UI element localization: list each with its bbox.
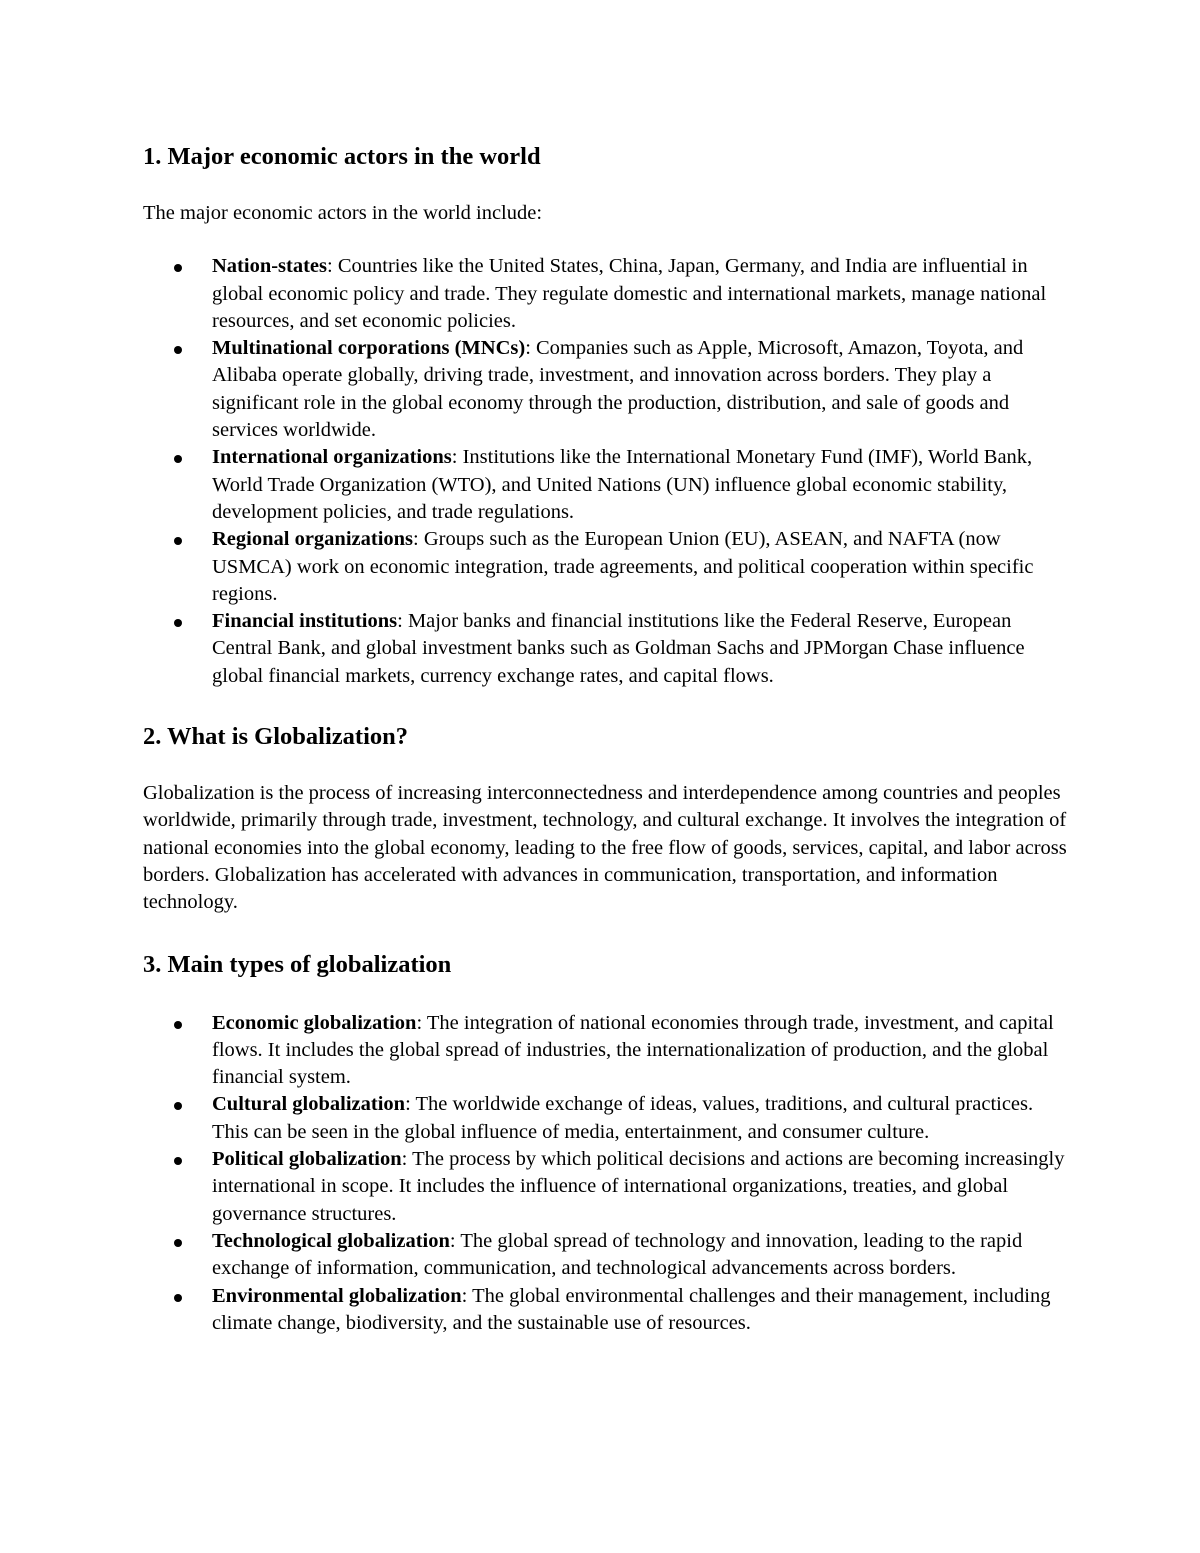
list-item-term: International organizations [212, 446, 452, 469]
bullet-icon [174, 1239, 182, 1247]
economic-actors-list [143, 253, 1068, 690]
list-item-text: : The process by which political decisions and actions are becoming increasingly international in scope. It includes the influence of international organizations, treaties, and global governance structures. [212, 1148, 1065, 1225]
section-1-intro: The major economic actors in the world include: [143, 202, 543, 224]
globalization-types-list [143, 1010, 1068, 1338]
section-1-heading: 1. Major economic actors in the world [143, 143, 541, 170]
list-item-text: : Countries like the United States, China, Japan, Germany, and India are influential in global economic policy and trade. They regulate domestic and international markets, manage national resources, and set economic policies. [212, 255, 1047, 332]
list-item [143, 1010, 1068, 1092]
list-item-term: Political globalization [212, 1148, 402, 1171]
bullet-icon [174, 537, 182, 545]
list-item-term: Economic globalization [212, 1011, 417, 1034]
list-item [143, 1228, 1068, 1283]
list-item [143, 526, 1068, 608]
section-2-paragraph: Globalization is the process of increasing interconnectedness and interdependence among countries and peoples worldwide, primarily through trade, investment, technology, and cultural exchange. It involves the integration of national economies into the global economy, leading to the free flow of goods, services, capital, and labor across borders. Globalization has accelerated with advances in communication, transportation, and information technology. [143, 782, 1067, 914]
bullet-icon [174, 346, 182, 354]
section-2-heading: 2. What is Globalization? [143, 723, 409, 751]
bullet-icon [174, 1102, 182, 1110]
list-item [143, 1283, 1068, 1338]
list-item-text: : The global spread of technology and innovation, leading to the rapid exchange of information, communication, and technological advancements across borders. [212, 1229, 1023, 1280]
list-item-text: : Major banks and financial institutions like the Federal Reserve, European Central Bank, and global investment banks such as Goldman Sachs and JPMorgan Chase influence global financial markets, currency exchange rates, and capital flows. [212, 610, 1025, 687]
list-item-text: : The global environmental challenges and their management, including climate change, biodiversity, and the sustainable use of resources. [212, 1284, 1051, 1334]
bullet-icon [174, 264, 182, 272]
list-item-text: : The integration of national economies through trade, investment, and capital flows. It includes the global spread of industries, the internationalization of production, and the global financial system. [212, 1011, 1054, 1089]
bullet-icon [174, 619, 182, 627]
list-item-text: : Groups such as the European Union (EU), ASEAN, and NAFTA (now USMCA) work on economic integration, trade agreements, and political cooperation within specific regions. [212, 528, 1034, 605]
list-item-term: Nation-states [212, 255, 328, 278]
bullet-icon [174, 1157, 182, 1165]
section-3-heading: 3. Main types of globalization [143, 950, 452, 978]
bullet-icon [174, 1021, 182, 1029]
list-item [143, 444, 1068, 526]
bullet-icon [174, 1294, 182, 1302]
list-item-term: Environmental globalization [212, 1284, 462, 1307]
list-item [143, 253, 1068, 335]
list-item-text: : Institutions like the International Monetary Fund (IMF), World Bank, World Trade Organization (WTO), and United Nations (UN) influence global economic stability, development policies, and trade regulations. [212, 446, 1033, 523]
list-item [143, 1091, 1068, 1146]
list-item [143, 335, 1068, 444]
list-item-term: Multinational corporations (MNCs) [212, 337, 526, 360]
list-item [143, 608, 1068, 690]
list-item-term: Technological globalization [212, 1229, 450, 1252]
document-content [143, 140, 1068, 1337]
list-item-term: Financial institutions [212, 610, 398, 633]
list-item-text: : The worldwide exchange of ideas, values, traditions, and cultural practices. This can be seen in the global influence of media, entertainment, and consumer culture. [212, 1093, 1034, 1143]
list-item-term: Regional organizations [212, 528, 414, 551]
list-item-term: Cultural globalization [212, 1093, 406, 1116]
list-item-text: : Companies such as Apple, Microsoft, Amazon, Toyota, and Alibaba operate globally, driving trade, investment, and innovation across borders. They play a significant role in the global economy through the production, distribution, and sale of goods and services worldwide. [212, 337, 1024, 442]
list-item [143, 1146, 1068, 1228]
bullet-icon [174, 455, 182, 463]
